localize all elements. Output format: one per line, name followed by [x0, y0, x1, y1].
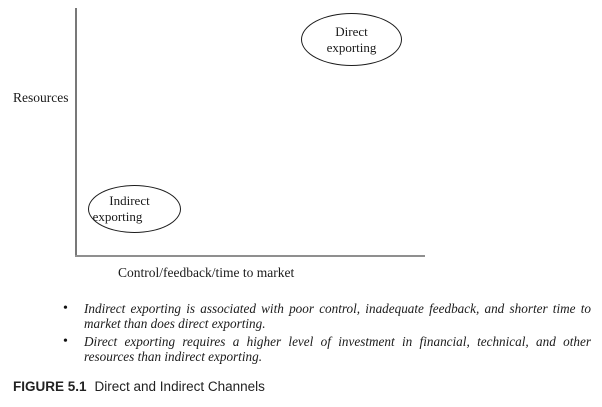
indirect-node-label-line2: exporting: [92, 209, 143, 224]
figure-caption-title: Direct and Indirect Channels: [94, 379, 265, 394]
direct-node-label-line1: Direct: [335, 23, 368, 39]
figure-caption: [13, 379, 265, 394]
indirect-node-label-line1: Indirect: [109, 193, 150, 208]
note-item-indirect: [63, 301, 591, 331]
x-axis-label: Control/feedback/time to market: [118, 265, 295, 280]
figure-notes-list: [63, 301, 591, 367]
direct-node-label-line2: exporting: [326, 39, 377, 55]
figure-caption-label: FIGURE 5.1: [13, 379, 87, 394]
direct-exporting-node: [301, 13, 402, 66]
note-item-direct: [63, 334, 591, 364]
y-axis-label: Resources: [13, 90, 69, 105]
indirect-exporting-node: [88, 185, 181, 233]
note-text-indirect: Indirect exporting is associated with poor control, inadequate feedback, and shorter time to market than does direct exporting.: [84, 301, 591, 331]
bullet-icon: •: [63, 334, 68, 349]
bullet-icon: •: [63, 301, 68, 316]
y-axis-line: [75, 8, 77, 257]
x-axis-line: [75, 255, 425, 257]
note-text-direct: Direct exporting requires a higher level of investment in financial, technical, and other resources than indirect exporting.: [84, 334, 591, 364]
